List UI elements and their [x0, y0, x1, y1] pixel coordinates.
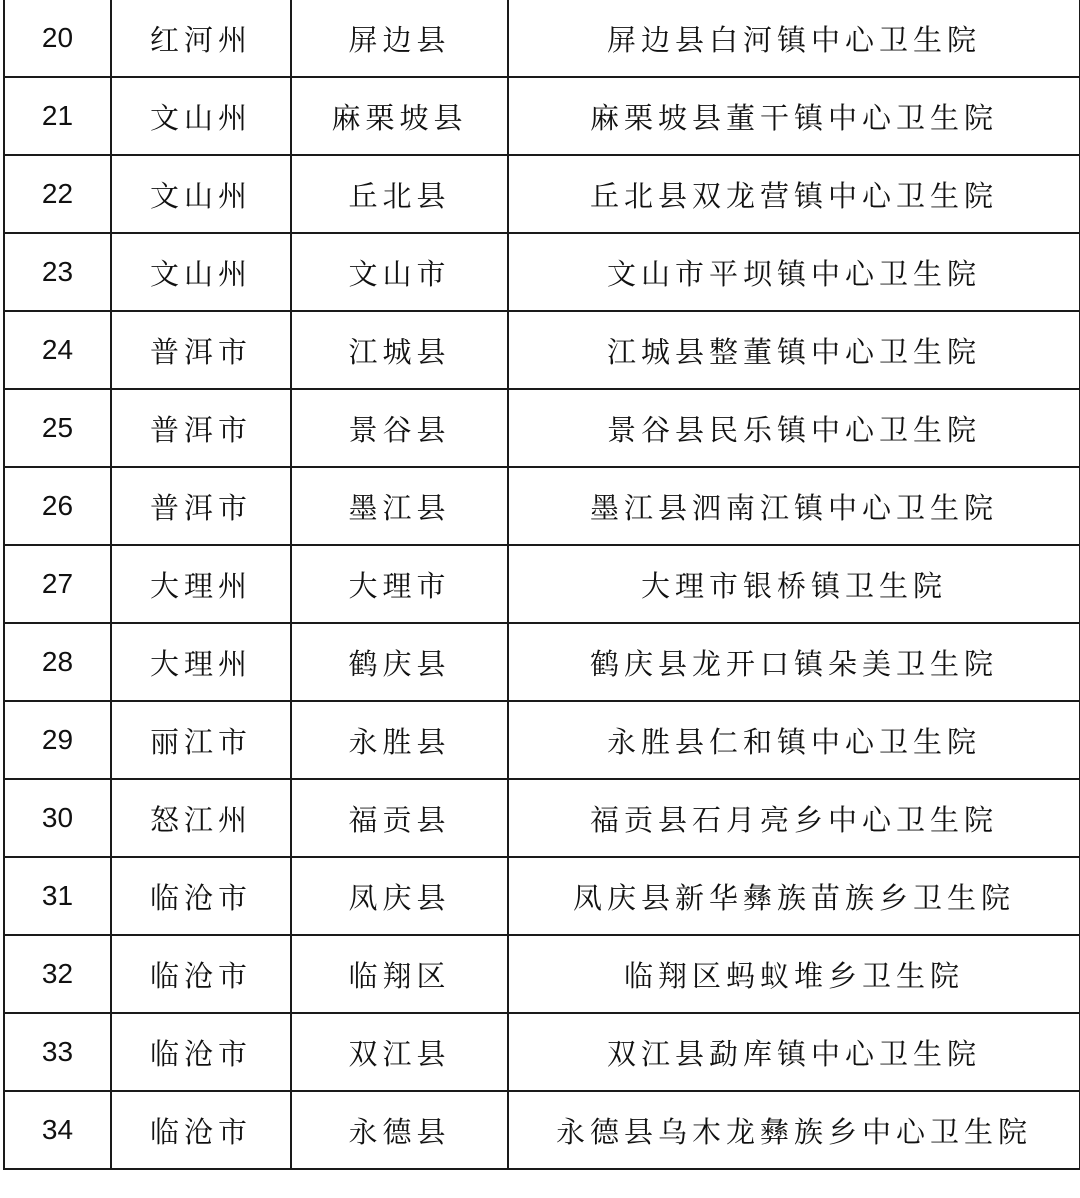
county-cell: 凤庆县 [291, 857, 508, 935]
prefecture-cell: 临沧市 [111, 1013, 291, 1091]
hospital-cell: 江城县整董镇中心卫生院 [508, 311, 1080, 389]
table-row [4, 545, 1080, 623]
hospital-cell: 丘北县双龙营镇中心卫生院 [508, 155, 1080, 233]
prefecture-cell: 丽江市 [111, 701, 291, 779]
prefecture-cell: 临沧市 [111, 857, 291, 935]
county-cell: 江城县 [291, 311, 508, 389]
row-number: 31 [4, 857, 111, 935]
table-row [4, 857, 1080, 935]
row-number: 29 [4, 701, 111, 779]
county-cell: 永德县 [291, 1091, 508, 1169]
prefecture-cell: 大理州 [111, 623, 291, 701]
row-number: 25 [4, 389, 111, 467]
county-cell: 大理市 [291, 545, 508, 623]
hospital-cell: 麻栗坡县董干镇中心卫生院 [508, 77, 1080, 155]
county-cell: 景谷县 [291, 389, 508, 467]
row-number: 28 [4, 623, 111, 701]
row-number: 21 [4, 77, 111, 155]
table-row [4, 467, 1080, 545]
hospital-cell: 凤庆县新华彝族苗族乡卫生院 [508, 857, 1080, 935]
prefecture-cell: 大理州 [111, 545, 291, 623]
county-cell: 永胜县 [291, 701, 508, 779]
county-cell: 墨江县 [291, 467, 508, 545]
hospital-table-body [4, 0, 1080, 1169]
table-row [4, 935, 1080, 1013]
table-row [4, 623, 1080, 701]
prefecture-cell: 临沧市 [111, 935, 291, 1013]
county-cell: 文山市 [291, 233, 508, 311]
county-cell: 鹤庆县 [291, 623, 508, 701]
hospital-cell: 文山市平坝镇中心卫生院 [508, 233, 1080, 311]
row-number: 24 [4, 311, 111, 389]
table-row [4, 1013, 1080, 1091]
row-number: 23 [4, 233, 111, 311]
table-row [4, 311, 1080, 389]
prefecture-cell: 临沧市 [111, 1091, 291, 1169]
prefecture-cell: 普洱市 [111, 311, 291, 389]
row-number: 34 [4, 1091, 111, 1169]
table-row [4, 389, 1080, 467]
row-number: 33 [4, 1013, 111, 1091]
county-cell: 双江县 [291, 1013, 508, 1091]
table-row [4, 1091, 1080, 1169]
hospital-table [3, 0, 1080, 1170]
hospital-cell: 永德县乌木龙彝族乡中心卫生院 [508, 1091, 1080, 1169]
prefecture-cell: 文山州 [111, 155, 291, 233]
row-number: 30 [4, 779, 111, 857]
county-cell: 福贡县 [291, 779, 508, 857]
table-row [4, 155, 1080, 233]
hospital-cell: 临翔区蚂蚁堆乡卫生院 [508, 935, 1080, 1013]
prefecture-cell: 文山州 [111, 77, 291, 155]
prefecture-cell: 怒江州 [111, 779, 291, 857]
hospital-cell: 大理市银桥镇卫生院 [508, 545, 1080, 623]
table-row [4, 0, 1080, 77]
hospital-cell: 鹤庆县龙开口镇朵美卫生院 [508, 623, 1080, 701]
prefecture-cell: 普洱市 [111, 389, 291, 467]
county-cell: 丘北县 [291, 155, 508, 233]
row-number: 32 [4, 935, 111, 1013]
prefecture-cell: 文山州 [111, 233, 291, 311]
table-row [4, 701, 1080, 779]
county-cell: 临翔区 [291, 935, 508, 1013]
table-row [4, 233, 1080, 311]
hospital-cell: 永胜县仁和镇中心卫生院 [508, 701, 1080, 779]
row-number: 27 [4, 545, 111, 623]
table-row [4, 77, 1080, 155]
row-number: 26 [4, 467, 111, 545]
county-cell: 屏边县 [291, 0, 508, 77]
row-number: 20 [4, 0, 111, 77]
hospital-cell: 屏边县白河镇中心卫生院 [508, 0, 1080, 77]
prefecture-cell: 普洱市 [111, 467, 291, 545]
county-cell: 麻栗坡县 [291, 77, 508, 155]
hospital-cell: 景谷县民乐镇中心卫生院 [508, 389, 1080, 467]
hospital-cell: 福贡县石月亮乡中心卫生院 [508, 779, 1080, 857]
hospital-cell: 双江县勐库镇中心卫生院 [508, 1013, 1080, 1091]
hospital-cell: 墨江县泗南江镇中心卫生院 [508, 467, 1080, 545]
table-row [4, 779, 1080, 857]
prefecture-cell: 红河州 [111, 0, 291, 77]
hospital-table-container [3, 0, 1079, 1170]
row-number: 22 [4, 155, 111, 233]
